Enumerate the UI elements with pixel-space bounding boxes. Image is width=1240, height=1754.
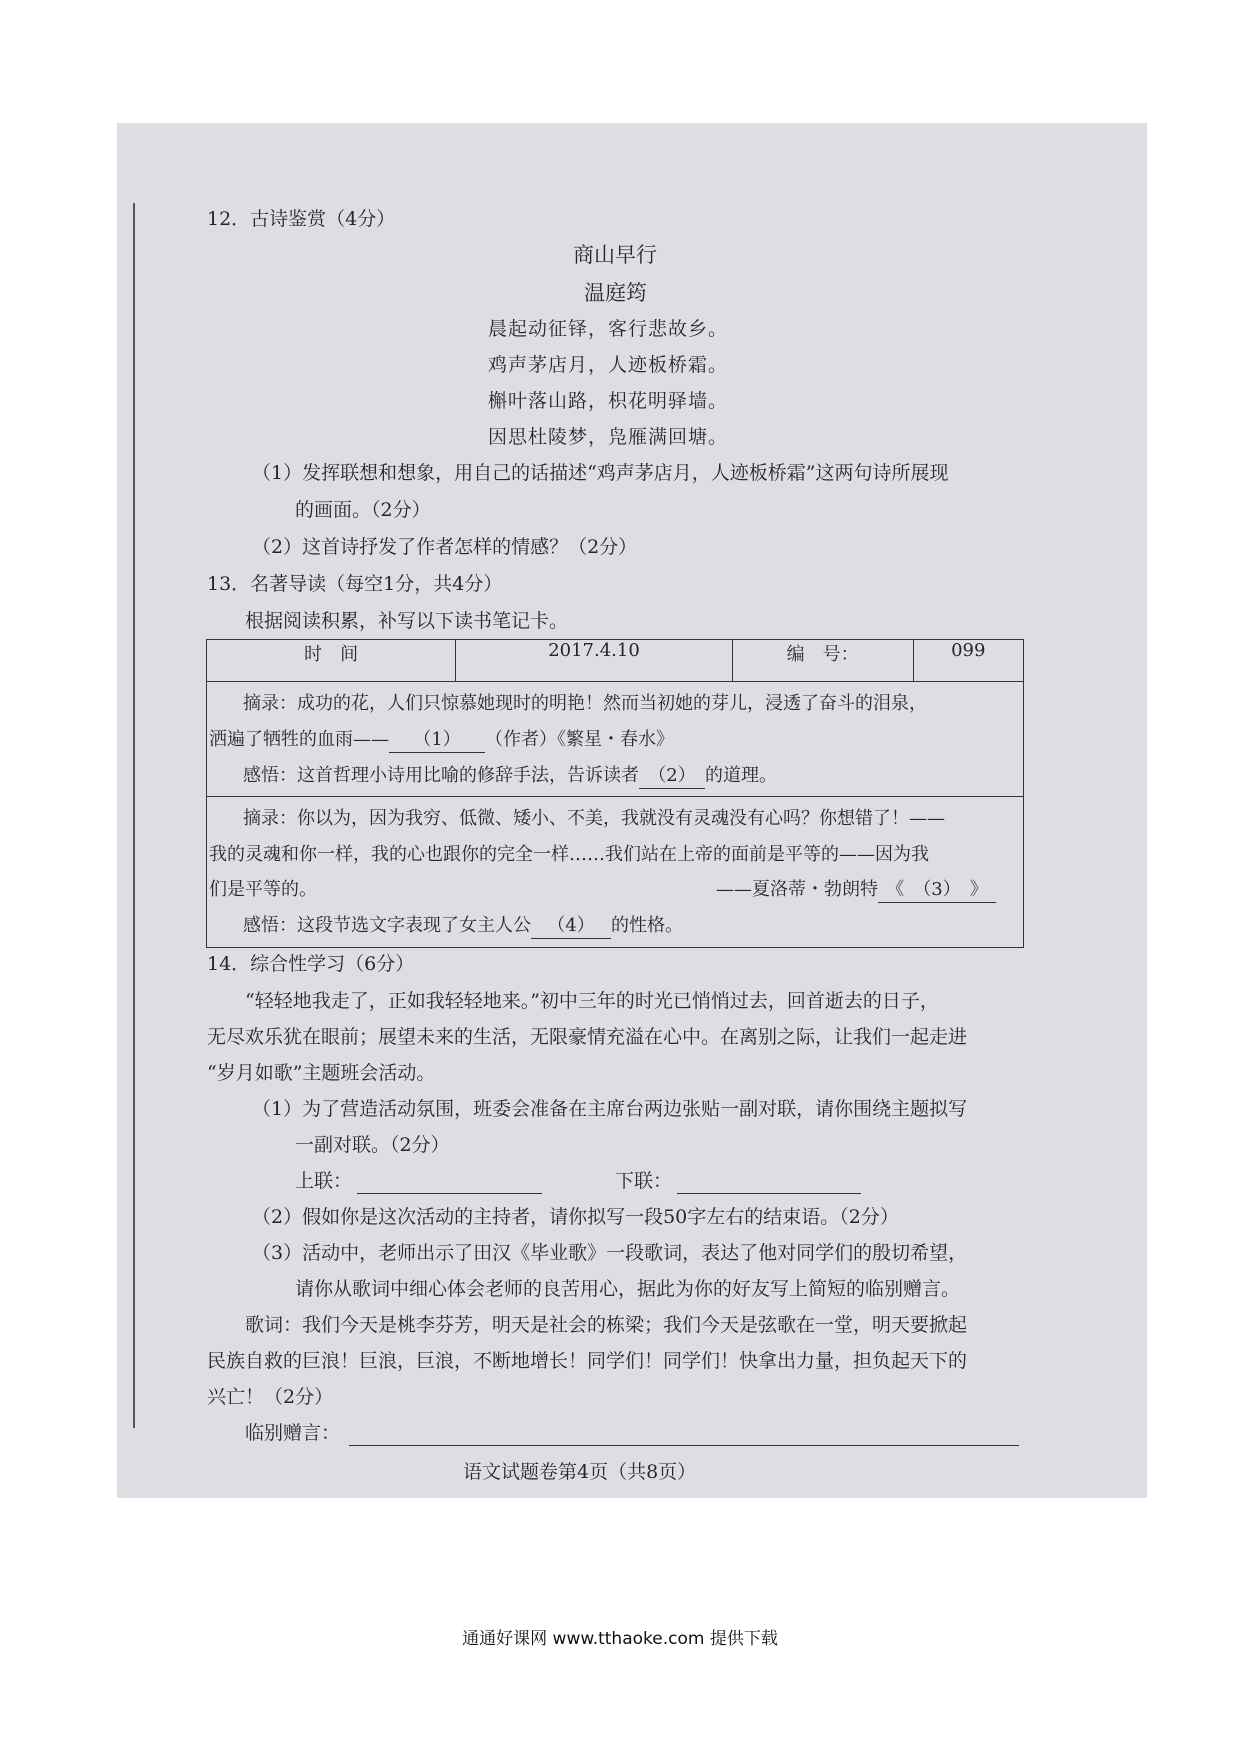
entry1-insight (243, 763, 777, 789)
entry2-excerpt-line1: 摘录：你以为，因为我穷、低微、矮小、不美，我就没有灵魂没有心吗？你想错了！—— (243, 808, 945, 829)
entry2-source-author: ——夏洛蒂・勃朗特 (716, 879, 878, 900)
farewell-label: 临别赠言： (245, 1422, 341, 1444)
poem-line-3: 槲叶落山路，枳花明驿墙。 (488, 390, 729, 412)
poem-title: 商山早行 (573, 243, 657, 267)
entry1-insight-pre: 感悟：这首哲理小诗用比喻的修辞手法，告诉读者 (243, 765, 639, 786)
entry2-excerpt-line3: 们是平等的。 (209, 879, 317, 900)
id-value: 099 (913, 640, 1023, 682)
q14-sub1-line1: （1）为了营造活动氛围，班委会准备在主席台两边张贴一副对联，请你围绕主题拟写 (252, 1098, 968, 1120)
lyrics-line2: 民族自救的巨浪！巨浪，巨浪，不断地增长！同学们！同学们！快拿出力量，担负起天下的 (207, 1350, 968, 1372)
couplet-upper-input[interactable] (357, 1193, 542, 1194)
lyrics-line1: 歌词：我们今天是桃李芬芳，明天是社会的栋梁；我们今天是弦歌在一堂，明天要掀起 (245, 1314, 968, 1336)
farewell-input[interactable] (349, 1445, 1019, 1446)
entry1-excerpt-line2 (209, 727, 674, 753)
poem-line-1: 晨起动征铎，客行悲故乡。 (488, 318, 729, 340)
q12-sub2: （2）这首诗抒发了作者怎样的情感？（2分） (252, 536, 638, 558)
entry1-excerpt-line2-post: （作者）《繁星・春水》 (485, 729, 674, 750)
binding-margin-line (133, 203, 135, 1428)
q14-sub1-line2: 一副对联。（2分） (295, 1134, 450, 1156)
lyrics-line3: 兴亡！（2分） (207, 1386, 334, 1408)
entry2-excerpt-line2: 我的灵魂和你一样，我的心也跟你的完全一样……我们站在上帝的面前是平等的——因为我 (209, 844, 929, 865)
note-entry-2 (207, 797, 1024, 948)
time-label: 时 间 (207, 640, 456, 682)
couplet-upper-label: 上联： (295, 1170, 353, 1192)
entry2-insight (243, 913, 683, 939)
site-download-footer: 通通好课网 www.tthaoke.com 提供下载 (462, 1629, 778, 1649)
note-entry-1 (207, 682, 1024, 797)
poem-author: 温庭筠 (584, 281, 647, 305)
answer-blank-1[interactable]: （1） (389, 728, 485, 753)
entry2-insight-post: 的性格。 (611, 915, 683, 936)
q14-para-line1: “轻轻地我走了，正如我轻轻地来。”初中三年的时光已悄悄过去，回首逝去的日子， (245, 990, 939, 1012)
q14-heading: 14．综合性学习（6分） (207, 953, 415, 975)
poem-line-4: 因思杜陵梦，凫雁满回塘。 (488, 426, 729, 448)
exam-page-number: 语文试题卷第4页（共8页） (463, 1461, 697, 1483)
note-card-header-row (207, 640, 1024, 682)
couplet-lower-label: 下联： (615, 1170, 673, 1192)
entry1-excerpt-line1: 摘录：成功的花，人们只惊慕她现时的明艳！然而当初她的芽儿，浸透了奋斗的泪泉， (243, 693, 927, 714)
entry2-insight-pre: 感悟：这段节选文字表现了女主人公 (243, 915, 531, 936)
q14-para-line3: “岁月如歌”主题班会活动。 (207, 1062, 436, 1084)
q14-para-line2: 无尽欢乐犹在眼前；展望未来的生活，无限豪情充溢在心中。在离别之际，让我们一起走进 (207, 1026, 968, 1048)
reading-note-card (206, 639, 1024, 948)
q14-sub3-line1: （3）活动中，老师出示了田汉《毕业歌》一段歌词，表达了他对同学们的殷切希望， (252, 1242, 968, 1264)
entry1-excerpt-line2-pre: 洒遍了牺牲的血雨—— (209, 729, 389, 750)
time-value: 2017.4.10 (456, 640, 733, 682)
q14-sub3-line2: 请你从歌词中细心体会老师的良苦用心，据此为你的好友写上简短的临别赠言。 (295, 1278, 961, 1300)
q13-intro: 根据阅读积累，补写以下读书笔记卡。 (245, 610, 569, 632)
q12-heading: 12．古诗鉴赏（4分） (207, 208, 396, 230)
couplet-lower-input[interactable] (677, 1193, 861, 1194)
id-label: 编 号： (732, 640, 913, 682)
entry2-source (716, 877, 996, 903)
scanned-exam-page (117, 123, 1147, 1498)
q12-sub1-line2: 的画面。（2分） (295, 499, 431, 521)
q13-heading: 13．名著导读（每空1分，共4分） (207, 573, 503, 595)
answer-blank-3[interactable]: 《 （3） 》 (878, 878, 996, 903)
entry1-insight-post: 的道理。 (705, 765, 777, 786)
poem-line-2: 鸡声茅店月，人迹板桥霜。 (488, 354, 729, 376)
q14-sub2: （2）假如你是这次活动的主持者，请你拟写一段50字左右的结束语。（2分） (252, 1206, 899, 1228)
answer-blank-4[interactable]: （4） (531, 914, 611, 939)
answer-blank-2[interactable]: （2） (639, 764, 705, 789)
q12-sub1-line1: （1）发挥联想和想象，用自己的话描述“鸡声茅店月，人迹板桥霜”这两句诗所展现 (252, 462, 949, 484)
